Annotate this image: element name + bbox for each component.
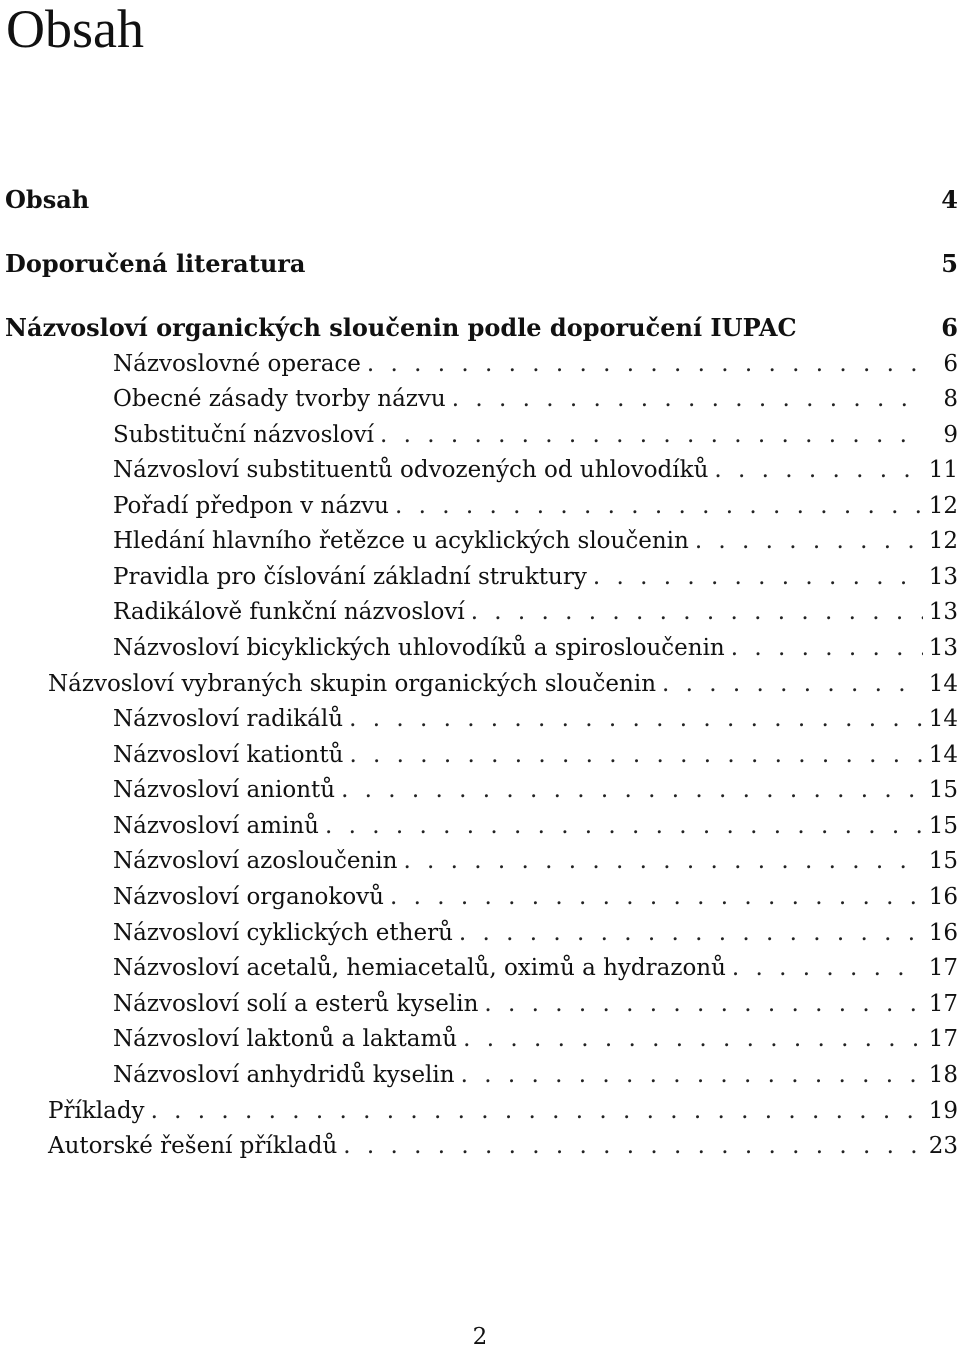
toc-entry[interactable]: [0, 740, 960, 770]
toc-entry-title: Obecné zásady tvorby názvu: [113, 386, 446, 412]
toc-entry-title: Substituční názvosloví: [113, 422, 374, 448]
toc-entry-title: Názvosloví solí a esterů kyselin: [113, 991, 479, 1017]
toc-dot-leader: [390, 882, 923, 912]
page-number: 2: [472, 1324, 488, 1350]
toc-entry-title: Názvosloví azosloučenin: [113, 848, 398, 874]
toc-page-number: 14: [928, 742, 958, 768]
toc-entry[interactable]: [0, 420, 960, 450]
toc-entry-title: Názvosloví laktonů a laktamů: [113, 1026, 458, 1052]
toc-entry-title: Příklady: [48, 1098, 145, 1124]
toc-part-entry[interactable]: [0, 249, 960, 279]
toc-dot-leader: [732, 953, 923, 983]
toc-entry[interactable]: [0, 597, 960, 627]
toc-entry[interactable]: [0, 455, 960, 485]
page-title: Obsah: [6, 0, 144, 59]
toc-entry[interactable]: [0, 384, 960, 414]
toc-entry[interactable]: [0, 811, 960, 841]
toc-dot-leader: [343, 1131, 922, 1161]
toc-entry-title: Názvosloví acetalů, hemiacetalů, oximů a hydrazonů: [113, 955, 726, 981]
toc-dot-leader: [325, 811, 923, 841]
toc-page-number: 5: [941, 249, 958, 278]
toc-entry-title: Názvosloví bicyklických uhlovodíků a spirosloučenin: [113, 635, 725, 661]
toc-dot-leader: [380, 420, 924, 450]
toc-entry[interactable]: [0, 1131, 960, 1161]
toc-entry-title: Názvosloví organických sloučenin podle doporučení IUPAC: [5, 313, 797, 342]
toc-entry[interactable]: [0, 491, 960, 521]
toc-dot-leader: [662, 669, 923, 699]
toc-page-number: 13: [928, 564, 958, 590]
toc-entry-title: Doporučená literatura: [5, 249, 306, 278]
toc-page-number: 11: [928, 457, 958, 483]
toc-page-number: 12: [928, 493, 958, 519]
toc-dot-leader: [695, 526, 923, 556]
toc-entry-title: Názvosloví kationtů: [113, 742, 344, 768]
toc-page-number: 17: [928, 1026, 958, 1052]
toc-dot-leader: [349, 740, 922, 770]
toc-entry[interactable]: [0, 918, 960, 948]
toc-page-number: 16: [928, 884, 958, 910]
toc-entry-title: Názvosloví substituentů odvozených od uhlovodíků: [113, 457, 709, 483]
toc-dot-leader: [367, 349, 924, 379]
toc-entry[interactable]: [0, 633, 960, 663]
toc-entry-title: Názvosloví aniontů: [113, 777, 336, 803]
toc-page-number: 4: [941, 185, 958, 214]
toc-dot-leader: [593, 562, 923, 592]
toc-entry-title: Názvosloví radikálů: [113, 706, 344, 732]
toc-page-number: 16: [928, 920, 958, 946]
toc-entry-title: Obsah: [5, 185, 90, 214]
toc-entry[interactable]: [0, 669, 960, 699]
toc-page-number: 15: [928, 777, 958, 803]
toc-entry[interactable]: [0, 1096, 960, 1126]
toc-entry-title: Názvosloví cyklických etherů: [113, 920, 453, 946]
toc-page-number: 15: [928, 813, 958, 839]
toc-dot-leader: [395, 491, 923, 521]
toc-page-number: 6: [943, 351, 958, 377]
toc-page-number: 14: [928, 706, 958, 732]
toc-page-number: 13: [928, 635, 958, 661]
toc-page-number: 17: [928, 955, 958, 981]
toc-page-number: 12: [928, 528, 958, 554]
toc-page-number: 15: [928, 848, 958, 874]
toc-entry[interactable]: [0, 1060, 960, 1090]
toc-page-number: 19: [928, 1098, 958, 1124]
toc-page-number: 13: [928, 599, 958, 625]
toc-entry-title: Názvosloví organokovů: [113, 884, 384, 910]
toc-entry[interactable]: [0, 704, 960, 734]
toc-page-number: 8: [943, 386, 958, 412]
toc-entry[interactable]: [0, 882, 960, 912]
toc-dot-leader: [151, 1096, 923, 1126]
toc-dot-leader: [484, 989, 922, 1019]
toc-entry[interactable]: [0, 775, 960, 805]
toc-dot-leader: [403, 846, 922, 876]
toc-entry[interactable]: [0, 349, 960, 379]
toc-entry[interactable]: [0, 526, 960, 556]
toc-entry-title: Pořadí předpon v názvu: [113, 493, 389, 519]
toc-dot-leader: [452, 384, 924, 414]
toc-dot-leader: [463, 1024, 923, 1054]
toc-entry[interactable]: [0, 846, 960, 876]
toc-entry[interactable]: [0, 953, 960, 983]
toc-page-number: 9: [943, 422, 958, 448]
toc-dot-leader: [471, 597, 923, 627]
toc-entry-title: Pravidla pro číslování základní struktury: [113, 564, 587, 590]
toc-entry-title: Hledání hlavního řetězce u acyklických sloučenin: [113, 528, 689, 554]
toc-entry-title: Názvosloví aminů: [113, 813, 319, 839]
toc-part-entry[interactable]: [0, 313, 960, 343]
toc-page-number: 23: [928, 1133, 958, 1159]
toc-dot-leader: [714, 455, 922, 485]
toc-entry[interactable]: [0, 1024, 960, 1054]
toc-entry[interactable]: [0, 989, 960, 1019]
toc-entry-title: Názvosloví vybraných skupin organických sloučenin: [48, 671, 657, 697]
toc-entry-title: Radikálově funkční názvosloví: [113, 599, 465, 625]
toc-entry[interactable]: [0, 562, 960, 592]
toc-part-entry[interactable]: [0, 185, 960, 215]
toc-entry-title: Názvosloví anhydridů kyselin: [113, 1062, 455, 1088]
toc-dot-leader: [731, 633, 923, 663]
toc-dot-leader: [461, 1060, 923, 1090]
toc-page-number: 18: [928, 1062, 958, 1088]
toc-page-number: 17: [928, 991, 958, 1017]
toc-page-number: 6: [941, 313, 958, 342]
toc-dot-leader: [349, 704, 923, 734]
toc-entry-title: Autorské řešení příkladů: [48, 1133, 338, 1159]
toc-dot-leader: [341, 775, 923, 805]
toc-dot-leader: [459, 918, 923, 948]
toc-page-number: 14: [928, 671, 958, 697]
toc-entry-title: Názvoslovné operace: [113, 351, 361, 377]
